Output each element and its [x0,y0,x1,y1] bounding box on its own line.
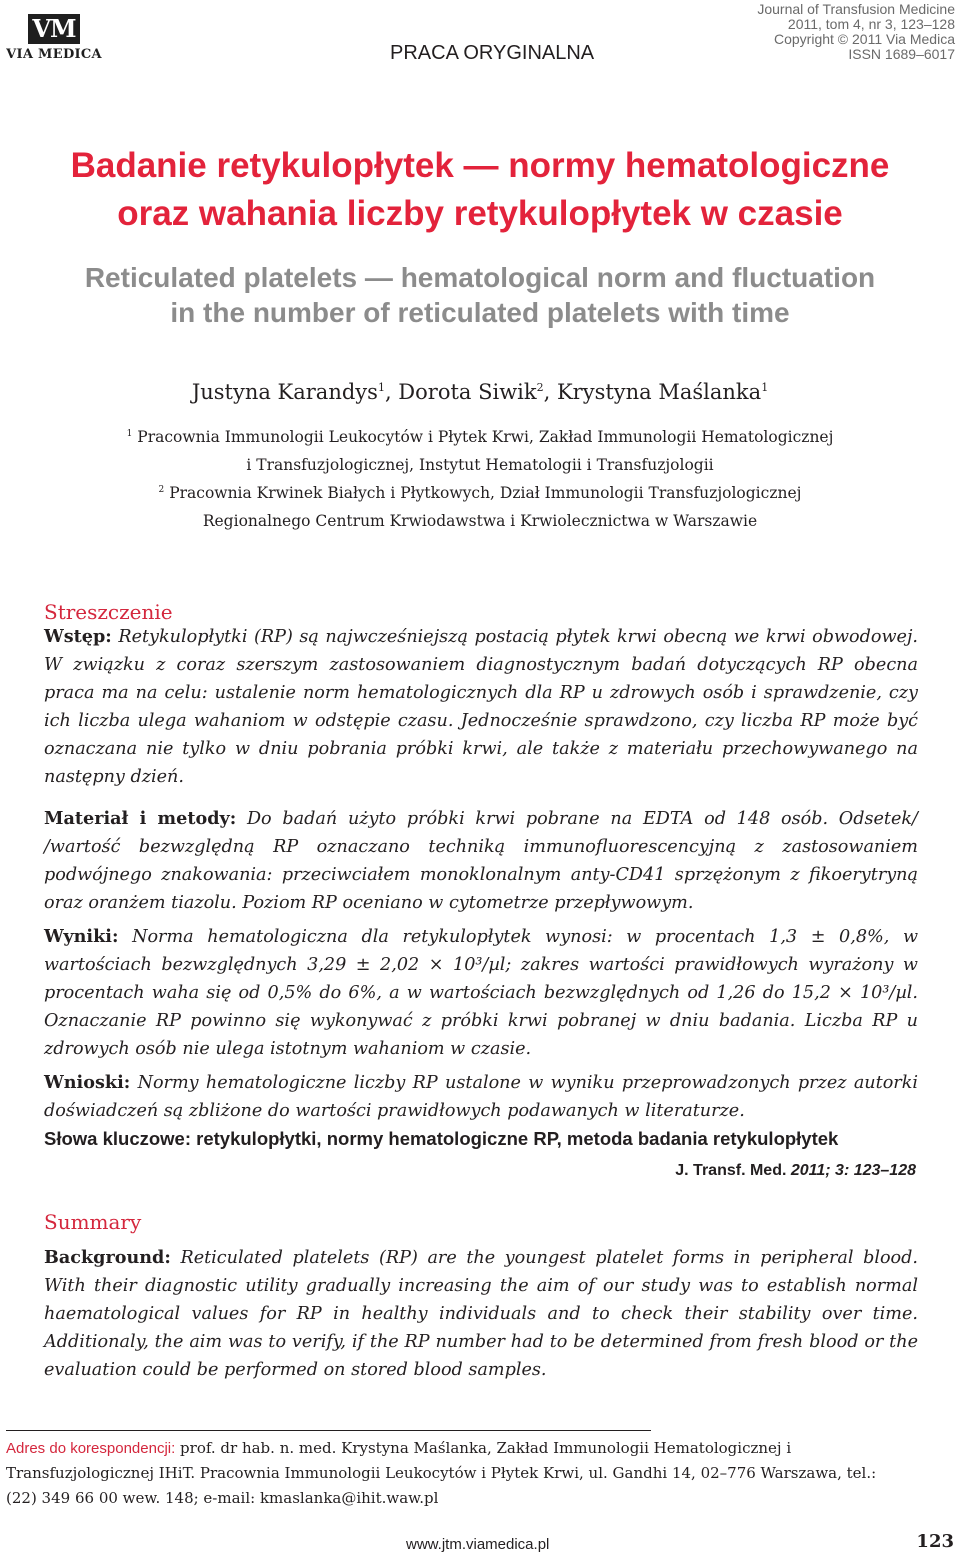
paragraph-lead: Background: [44,1247,171,1268]
title-pl-line-1: Badanie retykulopłytek — normy hematologiczne [70,146,890,185]
affiliation-sup: 2 [158,484,165,495]
paragraph-text: Reticulated platelets (RP) are the youngest platelet forms in peripheral blood. With their diagnostic utility gradually increasing the aim of our study was to establish normal haematological values for RP in healthy individuals and to check their stability over time. Additionaly, the aim was to verify, if the RP number had to be determined from fresh blood or the evaluation could be performed on stored blood samples. [44,1248,918,1380]
abstract-paragraph-methods [44,805,918,917]
journal-copyright: Copyright © 2011 Via Medica [773,31,955,47]
journal-issue: 2011, tom 4, nr 3, 123–128 [787,16,955,32]
affiliation-text: Pracownia Krwinek Białych i Płytkowych, Dział Immunologii Transfuzjologicznej [169,484,802,502]
logo-mark: VM [28,14,80,44]
keywords: Słowa kluczowe: retykulopłytki, normy hematologiczne RP, metoda badania retykulopłytek [44,1128,839,1149]
abstract-paragraph-results [44,923,918,1063]
paragraph-text: Normy hematologiczne liczby RP ustalone w wyniku przeprowadzonych przez autorki doświadczeń są zbliżone do wartości prawidłowych podawanych w literaturze. [44,1073,918,1121]
abstract-paragraph-introduction [44,623,918,791]
citation-journal: J. Transf. Med. [675,1162,787,1179]
affiliation-text: Pracownia Immunologii Leukocytów i Płytek Krwi, Zakład Immunologii Hematologicznej [137,428,834,446]
author-sup: 1 [761,381,769,394]
author-name: Dorota Siwik [398,380,537,404]
affiliation-line [0,456,960,474]
footnote-divider [6,1430,651,1431]
paragraph-lead: Wnioski: [44,1072,131,1093]
title-en-line-2: in the number of reticulated platelets with time [170,297,790,328]
paragraph-lead: Wyniki: [44,926,119,947]
citation [675,1162,916,1180]
journal-name: Journal of Transfusion Medicine [757,1,955,17]
article-type-label: PRACA ORYGINALNA [390,42,595,64]
page-number: 123 [916,1531,954,1552]
summary-paragraph-background [44,1244,918,1384]
summary-heading: Summary [44,1210,142,1234]
streszczenie-heading: Streszczenie [44,600,173,624]
paragraph-text: Do badań użyto próbki krwi pobrane na EDTA od 148 osób. Odsetek/ /wartość bezwzględną RP oznaczano techniką immunofluorescencyjną z zastosowaniem podwójnego znakowania: przeciwciałem monoklonalnym anty-CD41 sprzężonym z fikoerytryną oraz oranżem tiazolu. Poziom RP oceniano w cytometrze przepływowym. [44,809,918,913]
paragraph-text: Retykulopłytki (RP) są najwcześniejszą postacią płytek krwi obecną we krwi obwodowej. W związku z coraz szerszym zastosowaniem diagnostycznym badań dotyczących RP obecna praca ma na celu: ustalenie norm hematologicznych dla RP u zdrowych osób i sprawdzenie, czy ich liczba ulega wahaniom w odstępie czasu. Jednocześnie sprawdzono, czy liczba RP może być oznaczana nie tylko w dniu pobrania próbki krwi, ale także z materiału przechowywanego na następny dzień. [44,627,918,787]
citation-ref: 2011; 3: 123–128 [790,1162,916,1179]
logo-wordmark: VIA MEDICA [6,47,102,62]
journal-website: www.jtm.viamedica.pl [406,1536,550,1553]
affiliation-sup: 1 [126,428,133,439]
affiliation-text: i Transfuzjologicznej, Instytut Hematologii i Transfuzjologii [246,456,714,474]
paragraph-lead: Wstęp: [44,626,112,647]
author-list: Justyna Karandys$^1$, Dorota Siwik$^2$, Krystyna Maślanka$^1$ [191,380,769,404]
journal-info [757,2,955,62]
paragraph-lead: Materiał i metody: [44,808,237,829]
title-pl-line-2: oraz wahania liczby retykulopłytek w czasie [117,194,843,233]
affiliation-line [0,428,960,446]
correspondence-address [6,1436,906,1511]
abstract-paragraph-conclusions [44,1069,918,1125]
journal-issn: ISSN 1689–6017 [848,46,955,62]
author-name: Krystyna Maślanka [556,380,762,404]
author-sup: 1 [377,381,385,394]
affiliation-text: Regionalnego Centrum Krwiodawstwa i Krwiolecznictwa w Warszawie [202,512,758,530]
publisher-logo [6,14,102,64]
author-name: Justyna Karandys [191,380,378,404]
author-sup: 2 [536,381,544,394]
affiliation-line [0,484,960,502]
correspondence-text: prof. dr hab. n. med. Krystyna Maślanka, Zakład Immunologii Hematologicznej i Transfuzjologicznej IHiT. Pracownia Immunologii Leukocytów i Płytek Krwi, ul. Gandhi 14, 02–776 Warszawa, tel.: (22) 349 66 00 wew. 148; e-mail: kmaslanka@ihit.waw.pl [6,1439,877,1507]
title-en-line-1: Reticulated platelets — hematological norm and fluctuation [84,262,876,293]
correspondence-label: Adres do korespondencji: [6,1440,176,1457]
affiliation-line [0,512,960,530]
paragraph-text: Norma hematologiczna dla retykulopłytek wynosi: w procentach 1,3 ± 0,8%, w wartościach bezwzględnych 3,29 ± 2,02 × 10³/µl; zakres wartości prawidłowych wyrażony w procentach waha się od 0,5% do 6%, a w wartościach bezwzględnych od 1,26 do 15,2 × 10³/µl. Oznaczanie RP powinno się wykonywać z próbki krwi pobranej w dniu badania. Liczba RP u zdrowych osób nie ulega istotnym wahaniom w czasie. [44,927,918,1059]
